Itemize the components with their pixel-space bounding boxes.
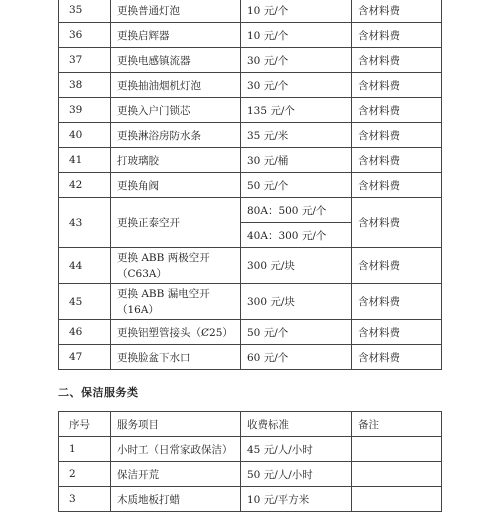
row-number: 38 [59, 73, 111, 98]
row-price: 300 元/块 [241, 284, 352, 320]
row-price: 50 元/人/小时 [241, 462, 352, 487]
row-number: 40 [59, 123, 111, 148]
row-item: 保洁开荒 [111, 462, 241, 487]
table-row [59, 98, 442, 123]
row-note: 含材料费 [352, 345, 442, 370]
table-row [59, 345, 442, 370]
section-title: 二、保洁服务类 [58, 386, 139, 399]
row-item: 木质地板打蜡 [111, 487, 241, 512]
table-row [59, 123, 442, 148]
table-row [59, 48, 442, 73]
row-number: 44 [59, 248, 111, 284]
row-number: 3 [59, 487, 111, 512]
row-number: 1 [59, 437, 111, 462]
row-price: 10 元/平方米 [241, 487, 352, 512]
table-row [59, 148, 442, 173]
row-item: 更换入户门锁芯 [111, 98, 241, 123]
price-table-body [59, 0, 442, 370]
row-note: 含材料费 [352, 23, 442, 48]
table-row [59, 198, 442, 223]
row-number: 45 [59, 284, 111, 320]
row-number: 47 [59, 345, 111, 370]
row-item: 更换普通灯泡 [111, 0, 241, 23]
row-item: 更换抽油烟机灯泡 [111, 73, 241, 98]
row-item: 更换电感镇流器 [111, 48, 241, 73]
header-price: 收费标准 [241, 412, 352, 437]
row-item: 更换 ABB 两极空开（C63A） [111, 248, 241, 284]
row-price: 60 元/个 [241, 345, 352, 370]
table-row [59, 284, 442, 320]
row-price: 35 元/米 [241, 123, 352, 148]
row-price: 30 元/个 [241, 48, 352, 73]
table-row [59, 73, 442, 98]
row-item: 更换启辉器 [111, 23, 241, 48]
row-note: 含材料费 [352, 320, 442, 345]
row-number: 35 [59, 0, 111, 23]
row-note: 含材料费 [352, 0, 442, 23]
row-item: 更换正泰空开 [111, 198, 241, 248]
row-number: 36 [59, 23, 111, 48]
row-note: 含材料费 [352, 123, 442, 148]
header-note: 备注 [352, 412, 442, 437]
row-note: 含材料费 [352, 284, 442, 320]
row-number: 43 [59, 198, 111, 248]
row-note: 含材料费 [352, 98, 442, 123]
table-row [59, 248, 442, 284]
table-row [59, 23, 442, 48]
row-price: 50 元/个 [241, 173, 352, 198]
price-table [58, 0, 442, 370]
cleaning-header-row [59, 412, 442, 437]
table-row [59, 437, 442, 462]
header-no: 序号 [59, 412, 111, 437]
row-note: 含材料费 [352, 173, 442, 198]
row-item: 更换 ABB 漏电空开（16A） [111, 284, 241, 320]
row-item: 更换淋浴房防水条 [111, 123, 241, 148]
row-number: 39 [59, 98, 111, 123]
row-item: 更换脸盆下水口 [111, 345, 241, 370]
table-row [59, 173, 442, 198]
row-number: 46 [59, 320, 111, 345]
row-item: 更换铝塑管接头（Ȼ25） [111, 320, 241, 345]
row-note: 含材料费 [352, 198, 442, 248]
row-price: 30 元/个 [241, 73, 352, 98]
row-price: 30 元/桶 [241, 148, 352, 173]
row-number: 41 [59, 148, 111, 173]
row-number: 2 [59, 462, 111, 487]
row-number: 37 [59, 48, 111, 73]
row-price: 80A：500 元/个 [241, 198, 352, 223]
row-number: 42 [59, 173, 111, 198]
row-note [352, 462, 442, 487]
row-price: 10 元/个 [241, 23, 352, 48]
row-note [352, 487, 442, 512]
header-item: 服务项目 [111, 412, 241, 437]
row-price: 40A：300 元/个 [241, 223, 352, 248]
row-price: 300 元/块 [241, 248, 352, 284]
row-item: 更换角阀 [111, 173, 241, 198]
row-note [352, 437, 442, 462]
table-row [59, 0, 442, 23]
table-row [59, 462, 442, 487]
cleaning-table-body [59, 437, 442, 512]
row-price: 50 元/个 [241, 320, 352, 345]
row-note: 含材料费 [352, 248, 442, 284]
cleaning-table [58, 411, 442, 512]
row-note: 含材料费 [352, 148, 442, 173]
row-note: 含材料费 [352, 73, 442, 98]
table-row [59, 487, 442, 512]
row-item: 小时工（日常家政保洁） [111, 437, 241, 462]
row-item: 打玻璃胶 [111, 148, 241, 173]
row-note: 含材料费 [352, 48, 442, 73]
row-price: 135 元/个 [241, 98, 352, 123]
row-price: 10 元/个 [241, 0, 352, 23]
row-price: 45 元/人/小时 [241, 437, 352, 462]
table-row [59, 320, 442, 345]
